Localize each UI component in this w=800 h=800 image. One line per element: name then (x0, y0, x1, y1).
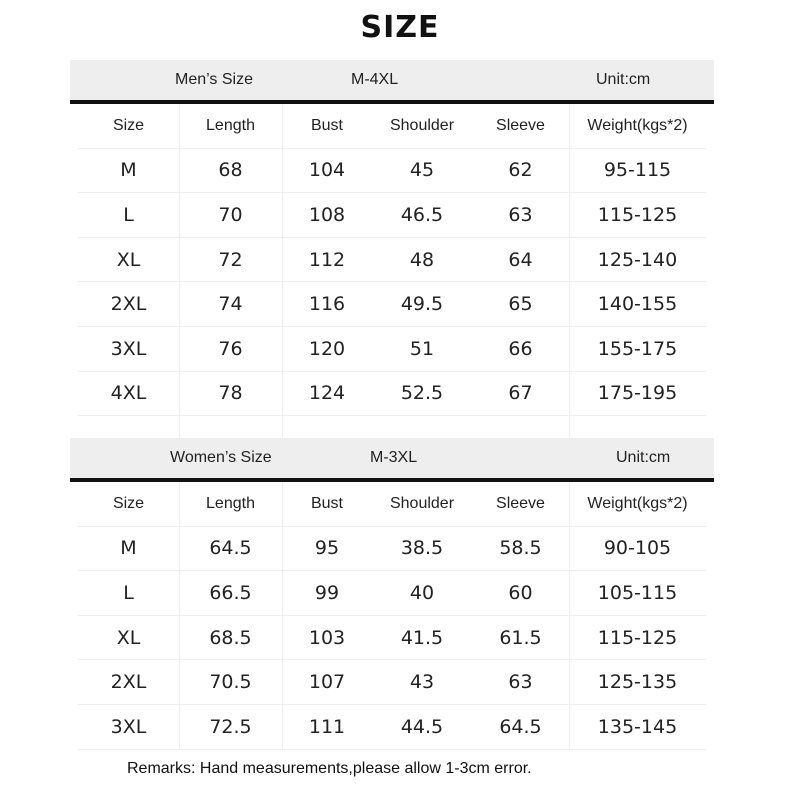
cell-weight: 105-115 (597, 581, 678, 604)
cell-weight: 90-105 (603, 537, 672, 560)
cell-sleeve: 61.5 (499, 626, 542, 649)
cell-sleeve: 62 (508, 159, 533, 182)
table-row (78, 527, 706, 572)
cell-sleeve: 58.5 (499, 537, 542, 560)
cell-weight: 155-175 (597, 337, 678, 360)
cell-shoulder: 46.5 (400, 203, 444, 226)
cell-weight: 125-140 (597, 248, 678, 271)
cell-shoulder: 43 (409, 671, 435, 694)
table-row (78, 193, 706, 238)
men-size-table (78, 104, 706, 416)
table-header-row (78, 482, 706, 527)
cell-size: 3XL (110, 337, 147, 360)
cell-sleeve: 64 (508, 248, 533, 271)
cell-sleeve: 65 (508, 293, 533, 316)
cell-length: 76 (218, 337, 243, 360)
cell-weight: 135-145 (597, 715, 678, 738)
header-length: Length (206, 116, 255, 134)
cell-length: 72.5 (209, 715, 252, 738)
women-size-unit: Unit:cm (616, 449, 671, 466)
cell-shoulder: 52.5 (400, 382, 444, 405)
cell-size: XL (116, 248, 141, 271)
cell-length: 64.5 (209, 537, 252, 560)
cell-size: 2XL (110, 293, 147, 316)
table-row (78, 282, 706, 327)
cell-shoulder: 51 (409, 337, 435, 360)
page-title: SIZE (360, 10, 440, 45)
table-row (78, 327, 706, 372)
cell-sleeve: 63 (508, 203, 533, 226)
table-row (78, 616, 706, 661)
header-shoulder: Shoulder (389, 494, 455, 512)
cell-weight: 115-125 (597, 203, 678, 226)
header-sleeve: Sleeve (496, 494, 545, 512)
cell-sleeve: 67 (508, 382, 533, 405)
cell-length: 78 (218, 382, 243, 405)
cell-bust: 116 (308, 293, 346, 316)
cell-length: 74 (218, 293, 243, 316)
men-size-range: M-4XL (351, 71, 399, 88)
cell-weight: 95-115 (603, 159, 672, 182)
cell-length: 68.5 (209, 626, 252, 649)
header-bust: Bust (310, 494, 343, 512)
table-row (78, 571, 706, 616)
table-row (78, 705, 706, 750)
women-size-range: M-3XL (370, 449, 418, 466)
women-size-table (78, 482, 706, 750)
header-size: Size (112, 116, 145, 134)
cell-shoulder: 48 (409, 248, 435, 271)
cell-size: M (120, 537, 137, 560)
cell-bust: 99 (314, 581, 340, 604)
header-size: Size (112, 494, 145, 512)
cell-bust: 95 (314, 537, 340, 560)
cell-length: 66.5 (209, 581, 252, 604)
cell-length: 72 (218, 248, 243, 271)
table-row (78, 149, 706, 194)
table-header-row (78, 104, 706, 149)
table-row (78, 660, 706, 705)
cell-weight: 140-155 (597, 293, 678, 316)
header-weight: Weight(kgs*2) (587, 116, 688, 134)
cell-sleeve: 64.5 (499, 715, 542, 738)
cell-shoulder: 41.5 (400, 626, 444, 649)
table-row (78, 372, 706, 417)
cell-size: XL (116, 626, 141, 649)
cell-length: 68 (218, 159, 243, 182)
cell-size: 2XL (110, 671, 147, 694)
header-shoulder: Shoulder (389, 116, 455, 134)
cell-bust: 112 (308, 248, 346, 271)
header-weight: Weight(kgs*2) (587, 494, 688, 512)
women-size-band (70, 438, 714, 478)
cell-sleeve: 63 (508, 671, 533, 694)
cell-weight: 125-135 (597, 671, 678, 694)
women-size-section (70, 438, 714, 750)
header-sleeve: Sleeve (496, 116, 545, 134)
men-size-section (70, 60, 714, 416)
cell-bust: 104 (308, 159, 346, 182)
cell-bust: 108 (308, 203, 346, 226)
remarks-note: Remarks: Hand measurements,please allow 1-3cm error. (127, 760, 532, 777)
cell-weight: 175-195 (597, 382, 678, 405)
cell-weight: 115-125 (597, 626, 678, 649)
cell-sleeve: 66 (508, 337, 533, 360)
cell-shoulder: 44.5 (400, 715, 444, 738)
men-size-band (70, 60, 714, 100)
cell-length: 70.5 (209, 671, 252, 694)
men-size-unit: Unit:cm (596, 71, 651, 88)
cell-size: 3XL (110, 715, 147, 738)
cell-shoulder: 45 (409, 159, 435, 182)
cell-length: 70 (218, 203, 243, 226)
men-size-label: Men’s Size (175, 71, 253, 88)
cell-shoulder: 38.5 (400, 537, 444, 560)
cell-size: L (123, 581, 134, 604)
cell-shoulder: 49.5 (400, 293, 444, 316)
header-length: Length (206, 494, 255, 512)
cell-bust: 103 (308, 626, 346, 649)
cell-bust: 124 (308, 382, 346, 405)
table-row (78, 238, 706, 283)
cell-sleeve: 60 (508, 581, 533, 604)
cell-bust: 120 (308, 337, 346, 360)
header-bust: Bust (310, 116, 343, 134)
cell-bust: 111 (308, 715, 346, 738)
women-size-label: Women’s Size (170, 449, 272, 466)
cell-size: M (120, 159, 137, 182)
cell-bust: 107 (308, 671, 346, 694)
cell-shoulder: 40 (409, 581, 435, 604)
cell-size: 4XL (110, 382, 147, 405)
cell-size: L (123, 203, 134, 226)
